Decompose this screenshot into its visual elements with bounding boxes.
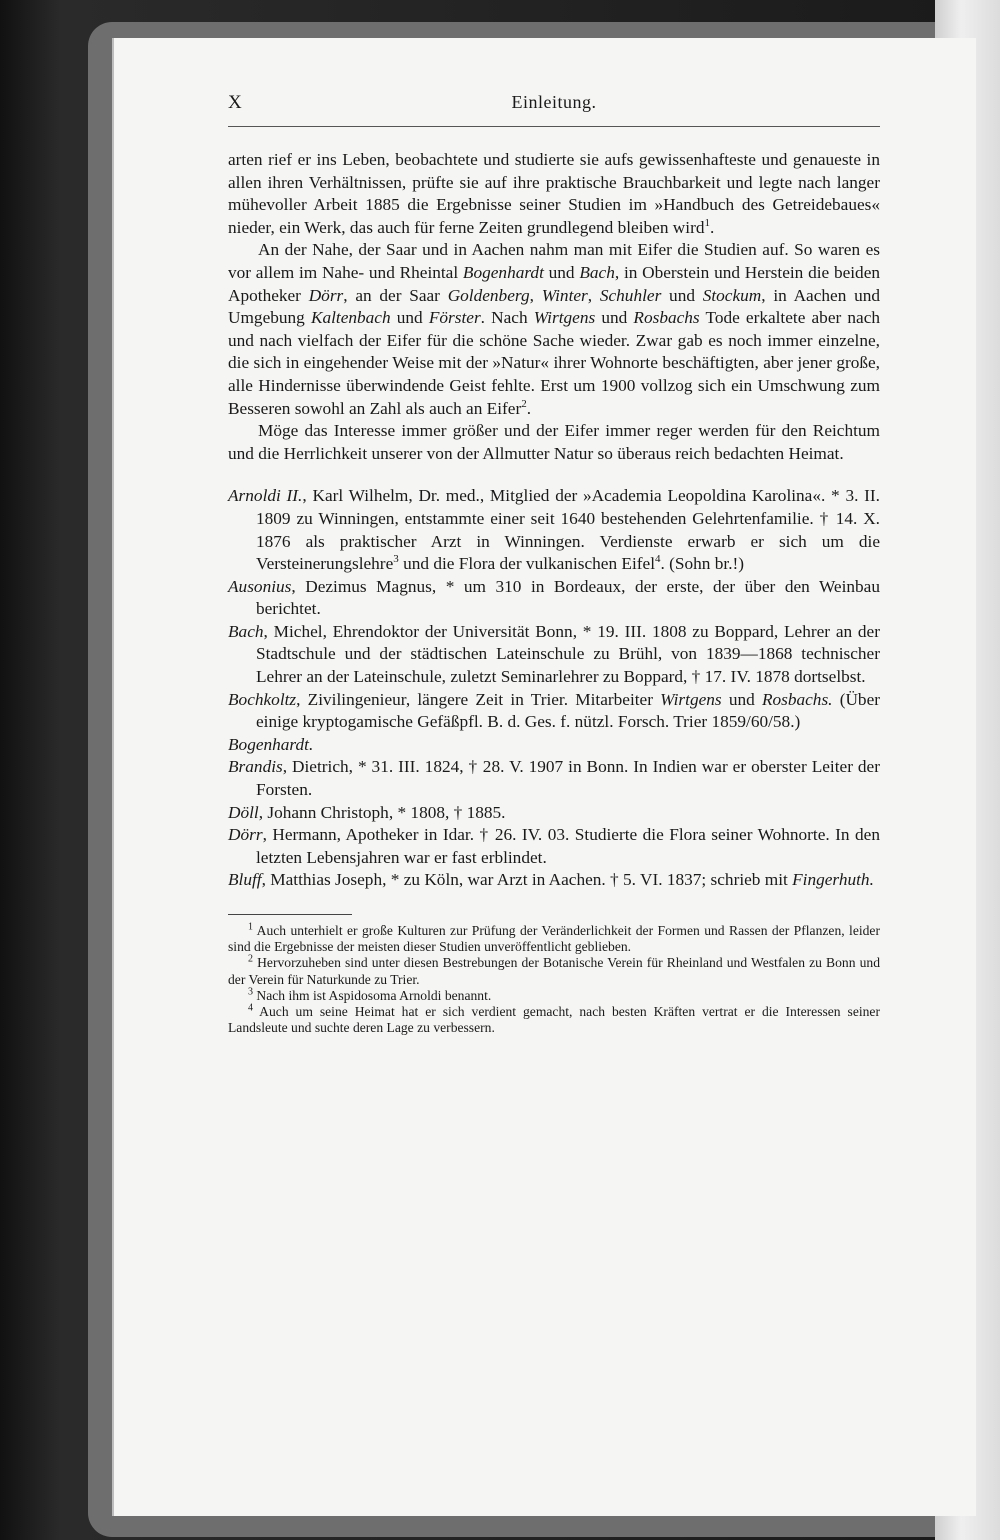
person-name: Goldenberg bbox=[447, 285, 530, 305]
text-run: , in Oberstein und Herstein die beiden Apotheker bbox=[228, 262, 881, 305]
footnote-label: 2 bbox=[248, 953, 253, 965]
page-number: X bbox=[228, 92, 243, 113]
text-run: (Über einige kryptogamische Gefäßpfl. B. d. Ges. f. nützl. Forsch. Trier 1859/60/58.) bbox=[256, 689, 880, 732]
text-run: und bbox=[390, 308, 429, 328]
text-run: , Hermann, Apotheker in Idar. † 26. IV. 03. Studierte die Flora seiner Wohnorte. In den letzten Lebensjahren war er fast erblindet. bbox=[256, 825, 880, 867]
footnote-ref: 1 bbox=[704, 217, 710, 230]
text-run: , in Aachen und Umgebung bbox=[228, 285, 881, 328]
footnote-text: Hervorzuheben sind unter diesen Bestrebungen der Botanische Verein für Rheinland und Westfalen zu Bonn und der Verein für Naturkunde zu Trier. bbox=[228, 955, 880, 987]
person-name: Arnoldi II. bbox=[228, 486, 303, 506]
footnote-rule bbox=[228, 914, 352, 915]
biography-entry bbox=[228, 485, 880, 575]
footnotes bbox=[228, 923, 880, 1036]
text-run: , bbox=[587, 285, 600, 305]
text-run: , an der Saar bbox=[343, 285, 448, 305]
biography-list bbox=[228, 485, 880, 892]
footnote-text: Auch um seine Heimat hat er sich verdient gemacht, nach besten Kräften vertrat er die Interessen seiner Landsleute und suchte deren Lage zu verbessern. bbox=[228, 1004, 880, 1036]
text-run: und bbox=[543, 262, 580, 282]
paragraph bbox=[228, 149, 880, 239]
page-header bbox=[228, 88, 880, 127]
biography-entry bbox=[228, 802, 880, 825]
footnote-label: 3 bbox=[248, 986, 253, 998]
person-name: Kaltenbach bbox=[310, 308, 391, 328]
person-name: Schuhler bbox=[599, 285, 662, 305]
text-run: , Johann Christoph, * 1808, † 1885. bbox=[258, 802, 506, 822]
footnote-ref: 4 bbox=[655, 553, 661, 566]
person-name: Bochkoltz bbox=[228, 689, 297, 709]
person-name: Winter bbox=[541, 285, 588, 305]
biography-entry bbox=[228, 576, 880, 621]
text-run: An der Nahe, der Saar und in Aachen nahm man mit Eifer die Studien auf. So waren es vor allem im Nahe- und Rheintal bbox=[228, 240, 880, 282]
text-run: und bbox=[661, 285, 703, 305]
text-run: und die Flora der vulkanischen Eifel bbox=[398, 554, 656, 574]
person-name: Rosbachs bbox=[633, 308, 700, 328]
person-name: Ausonius bbox=[228, 576, 292, 596]
biography-entry bbox=[228, 869, 880, 892]
person-name: Stockum bbox=[702, 285, 762, 305]
intro-section bbox=[228, 149, 880, 465]
footnote-text: Auch unterhielt er große Kulturen zur Prüfung der Veränderlichkeit der Formen und Rassen der Pflanzen, leider sind die Ergebnisse der meisten dieser Studien unveröffentlicht geblieben. bbox=[228, 923, 880, 955]
footnote-ref: 3 bbox=[393, 553, 399, 566]
person-name: Bach bbox=[579, 262, 615, 282]
text-run: . Nach bbox=[480, 308, 534, 328]
text-run: , Zivilingenieur, längere Zeit in Trier. Mitarbeiter bbox=[296, 689, 661, 709]
text-run: , Dezimus Magnus, * um 310 in Bordeaux, der erste, der über den Weinbau berichtet. bbox=[256, 576, 880, 619]
footnote-label: 4 bbox=[248, 1002, 253, 1014]
text-run: , Matthias Joseph, * zu Köln, war Arzt in Aachen. † 5. VI. 1837; schrieb mit bbox=[261, 870, 793, 890]
person-name: Bogenhardt bbox=[462, 262, 544, 282]
body-text bbox=[228, 149, 880, 892]
text-run: , Michel, Ehrendoktor der Universität Bonn, * 19. III. 1808 zu Boppard, Lehrer an der Stadtschule und der städtischen Lateinschule zu Brühl, von 1839—1868 technischer Lehrer an der Lateinschule, zuletzt Seminarlehrer zu Boppard, † 17. IV. 1878 dortselbst. bbox=[256, 621, 880, 687]
person-name: Bogenhardt. bbox=[228, 734, 314, 754]
running-title: Einleitung. bbox=[511, 92, 597, 112]
footnote-text: Nach ihm ist Aspidosoma Arnoldi benannt. bbox=[253, 987, 492, 1003]
person-name: Döll bbox=[228, 802, 259, 822]
person-name: Bluff bbox=[228, 870, 262, 890]
footnote bbox=[228, 988, 880, 1004]
text-run: und bbox=[595, 308, 634, 328]
text-run: , Karl Wilhelm, Dr. med., Mitglied der »Academia Leopoldina Karolina«. * 3. II. 1809 zu Winningen, entstammte einer seit 1640 bestehenden Gelehrtenfamilie. † 14. X. 1876 als praktischer Arzt in Winningen. Verdienste erwarb er sich um die Versteinerungslehre bbox=[256, 486, 880, 574]
text-run: arten rief er ins Leben, beobachtete und studierte sie aufs gewissenhafteste und genaueste in allen ihren Verhältnissen, prüfte sie auf ihre praktische Brauchbarkeit und legte nach langer mühevoller Arbeit 1885 die Ergebnisse seiner Studien im »Handbuch des Getreidebaues« nieder, ein Werk, das auch für ferne Zeiten grundlegend bleiben wird bbox=[228, 150, 880, 237]
text-run: , bbox=[529, 285, 542, 305]
person-name: Wirtgens bbox=[660, 689, 722, 709]
paragraph bbox=[228, 420, 880, 465]
person-name: Brandis bbox=[228, 757, 283, 777]
section-gap bbox=[228, 465, 880, 485]
biography-entry bbox=[228, 734, 880, 757]
text-run: . bbox=[709, 217, 715, 237]
person-name: Wirtgens bbox=[533, 308, 596, 328]
text-run: . bbox=[526, 398, 532, 418]
biography-entry bbox=[228, 756, 880, 801]
text-run: und bbox=[721, 689, 762, 709]
footnote bbox=[228, 923, 880, 955]
biography-entry bbox=[228, 824, 880, 869]
person-name: Dörr bbox=[228, 825, 263, 845]
person-name: Bach bbox=[228, 621, 264, 641]
paragraph bbox=[228, 239, 880, 420]
footnote-label: 1 bbox=[248, 921, 253, 933]
text-run: Möge das Interesse immer größer und der Eifer immer reger werden für den Reichtum und die Herrlichkeit unserer von der Allmutter Natur so überaus reich bedachten Heimat. bbox=[228, 421, 880, 463]
text-run: , Dietrich, * 31. III. 1824, † 28. V. 1907 in Bonn. In Indien war er oberster Leiter der Forsten. bbox=[256, 757, 880, 800]
footnote-ref: 2 bbox=[521, 397, 527, 410]
biography-entry bbox=[228, 621, 880, 689]
footnote bbox=[228, 955, 880, 987]
person-name: Rosbachs. bbox=[761, 689, 833, 709]
person-name: Förster bbox=[428, 308, 481, 328]
person-name: Fingerhuth. bbox=[792, 870, 874, 890]
person-name: Dörr bbox=[308, 285, 344, 305]
biography-entry bbox=[228, 689, 880, 734]
text-run: Tode erkaltete aber nach und nach vielfach der Eifer für die schöne Sache wieder. Zwar gab es noch immer einzelne, die sich in eingehender Weise mit der »Natur« ihrer Wohnorte beschäftigten, aber jener große, alle Hindernisse überwindende Geist fehlte. Erst um 1900 vollzog sich ein Umschwung zum Besseren sowohl an Zahl als auch an Eifer bbox=[228, 308, 881, 418]
text-block bbox=[228, 88, 880, 1036]
text-run: . (Sohn br.!) bbox=[660, 554, 745, 574]
footnote bbox=[228, 1004, 880, 1036]
